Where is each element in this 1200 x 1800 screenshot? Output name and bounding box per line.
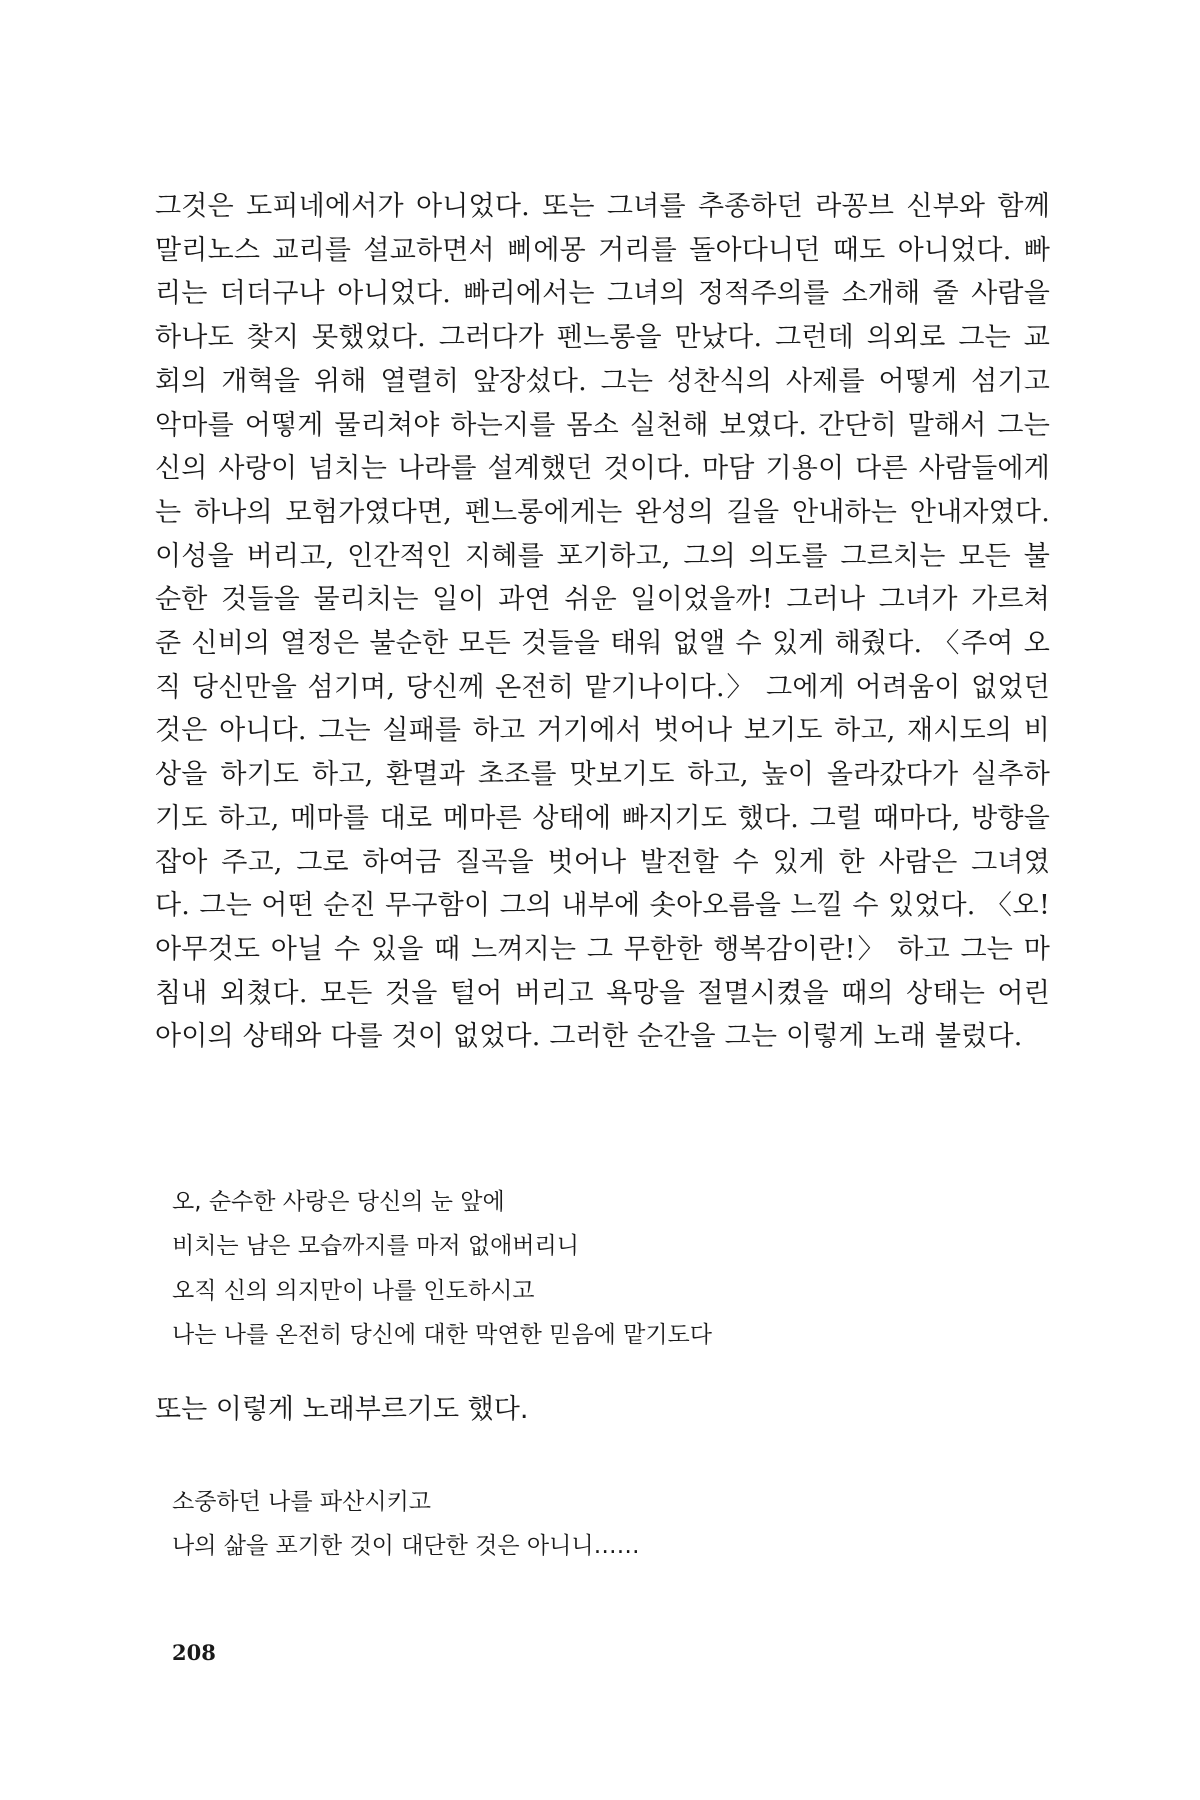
poem-line: 오, 순수한 사랑은 당신의 눈 앞에 <box>172 1189 505 1215</box>
body-line: 직 당신만을 섬기며, 당신께 온전히 맡기나이다.〉 그에게 어려움이 없었던 <box>155 671 1050 703</box>
poem-stanza-2 <box>172 1480 872 1569</box>
body-line: 리는 더더구나 아니었다. 빠리에서는 그녀의 정적주의를 소개해 줄 사람을 <box>155 278 1050 310</box>
poem-line: 나는 나를 온전히 당신에 대한 막연한 믿음에 맡기도다 <box>172 1321 712 1348</box>
interlude-text: 또는 이렇게 노래부르기도 했다. <box>155 1394 529 1425</box>
poem-line: 비치는 남은 모습까지를 마저 없애버리니 <box>172 1233 579 1260</box>
body-line: 상을 하기도 하고, 환멸과 초조를 맛보기도 하고, 높이 올라갔다가 실추하 <box>155 759 1050 791</box>
body-line: 아이의 상태와 다를 것이 없었다. 그러한 순간을 그는 이렇게 노래 불렀다. <box>155 1021 1023 1053</box>
body-line: 준 신비의 열정은 불순한 모든 것들을 태워 없앨 수 있게 해줬다. 〈주여 오 <box>155 628 1050 660</box>
poem-line: 소중하던 나를 파산시키고 <box>172 1489 432 1515</box>
body-line: 것은 아니다. 그는 실패를 하고 거기에서 벗어나 보기도 하고, 재시도의 비 <box>155 715 1050 747</box>
body-line: 침내 외쳤다. 모든 것을 털어 버리고 욕망을 절멸시켰을 때의 상태는 어린 <box>155 977 1050 1009</box>
body-line: 말리노스 교리를 설교하면서 삐에몽 거리를 돌아다니던 때도 아니었다. 빠 <box>155 234 1050 266</box>
body-line: 이성을 버리고, 인간적인 지혜를 포기하고, 그의 의도를 그르치는 모든 불 <box>155 540 1050 572</box>
body-line: 잡아 주고, 그로 하여금 질곡을 벗어나 발전할 수 있게 한 사람은 그녀였 <box>155 846 1050 878</box>
body-line: 다. 그는 어떤 순진 무구함이 그의 내부에 솟아오름을 느낄 수 있었다. 〈오! <box>155 890 1050 922</box>
poem-stanza-1 <box>172 1180 872 1357</box>
page-number: 208 <box>172 1640 216 1665</box>
body-line: 그것은 도피네에서가 아니었다. 또는 그녀를 추종하던 라꽁브 신부와 함께 <box>155 191 1050 222</box>
body-line: 는 하나의 모험가였다면, 펜느롱에게는 완성의 길을 안내하는 안내자였다. <box>155 496 1050 528</box>
body-line: 악마를 어떻게 물리쳐야 하는지를 몸소 실천해 보였다. 간단히 말해서 그는 <box>155 409 1050 441</box>
body-line: 신의 사랑이 넘치는 나라를 설계했던 것이다. 마담 기용이 다른 사람들에게 <box>155 453 1050 485</box>
poem-line: 오직 신의 의지만이 나를 인도하시고 <box>172 1277 535 1304</box>
body-line: 회의 개혁을 위해 열렬히 앞장섰다. 그는 성찬식의 사제를 어떻게 섬기고 <box>155 365 1050 397</box>
body-line: 순한 것들을 물리치는 일이 과연 쉬운 일이었을까! 그러나 그녀가 가르쳐 <box>155 584 1050 616</box>
body-line: 하나도 찾지 못했었다. 그러다가 펜느롱을 만났다. 그런데 의외로 그는 교 <box>155 322 1050 354</box>
body-line: 기도 하고, 메마를 대로 메마른 상태에 빠지기도 했다. 그럴 때마다, 방향을 <box>155 802 1050 834</box>
body-paragraph <box>155 185 1050 1059</box>
body-line: 아무것도 아닐 수 있을 때 느껴지는 그 무한한 행복감이란!〉 하고 그는 마 <box>155 933 1050 965</box>
poem-line: 나의 삶을 포기한 것이 대단한 것은 아니니…… <box>172 1533 640 1560</box>
